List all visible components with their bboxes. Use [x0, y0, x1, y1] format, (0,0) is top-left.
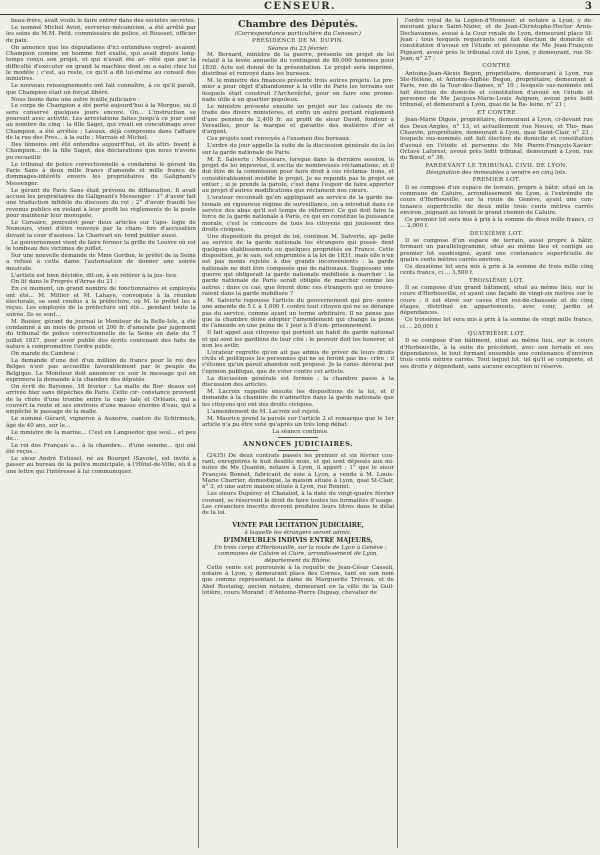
divider — [278, 437, 318, 438]
col1-paragraph: On annonce que les députations d'ici entendues regret- avaient Champion comme un homme fort exalté, qui avait depuis long-temps conçu son projet, et qui n'avait été ar- rêté que par la difficulté d'exécuter en grand la machine dont on a saisi chez lui le modèle ; c'est, au reste, ce qu'il a dit lui-même au conseil des ministres. — [6, 44, 196, 83]
col3-paragraph: l'ordre royal de la Légion-d'Honneur, et notaire à Lyon, y de- meurant place Saint-Nizier, et de Jean-Christophe-Hector Arnis-Dechavannes, avoué à la Cour royale de Lyon, demeurant place St-Jean ; tous lesquels requérants ont fait élection de domicile et constitution d'avoué en l'étude et personne de Me Jean-François Pignard, avoué près le tribunal civil de Lyon, y demeurant, rue St-Jean, n° 27 ; — [400, 18, 593, 63]
header-bar — [0, 0, 600, 15]
tribunal-line: PARDEVANT LE TRIBUNAL CIVIL DE LYON. — [425, 162, 568, 169]
designation-line: Désignation des immeubles à vendre en cinq lots. — [425, 169, 568, 176]
col1-paragraph: Nous lisons dans une autre feuille judiciaire : — [11, 96, 140, 103]
col2-paragraph: Une disposition du projet de loi, continue M. Salverte, ap- pelle au service de la garde nationale les étrangers qui possè- dent quelques établissements ou quelques propriétés en France. Cette disposition, je le sais, est empruntée à la loi de 1831, mais elle n'en est pas moins rejetée à des grands inconvénients : la garde nationale ne doit être composée que de nationaux. Supposons une guerre qui obligerait la garde nationale mobilisée à marcher : la garde nationale de Paris serait obligée de marcher comme les autres ; dans ce cas, que feront donc ces étrangers qui se trouve- raient dans la garde mobilisée ? — [202, 233, 394, 297]
col1-paragraph: La demande d'une dot d'un million de francs pour le roi des Belges n'est pas accueillie favorablement par le peuple de Belgique. Le Moniteur doit annoncer ce soir le message qui en exprimera la demande à la chambre des députés. — [6, 357, 196, 383]
lot3-price: Ce troisième lot sera mis à prix à la somme de vingt mille francs, ci ... 20,000 f. — [400, 317, 593, 330]
col2-paragraph: Ces projets sont renvoyés à l'examen des bureaux. — [207, 136, 351, 143]
col2-paragraph: M. E. Salverte : Messieurs, lorsque dans la dernière session, le projet de loi improvisé, il excita de nombreuses réclamations, et il dut être de la commission pour faire droit à ces réclama- tions, et considérablement modifié le projet. Je ne reponds pas le projet en entier ; si je prends la parole, c'est dans l'espoir de faire apporter au projet d'autres modifications que réclament nos cœurs. — [202, 156, 394, 195]
lot4-title: QUATRIÈME LOT. — [467, 330, 526, 337]
annonce-body: Cette vente est poursuivie à la requête de Jean-César Cassoli, notaire à Lyon, y demeurant place des Cornes, tant en son nom que comme représentant la dame de Marguerite Trévoux, et de Abel Rostaing, ancien notaire, demeurant en la ville de la Guil- lotière, cours Morand ; d'Antoine-Pierre Duguay, chevalier de — [202, 564, 394, 596]
col3-et-contre: ET CONTRE — [477, 109, 516, 116]
section-subheading: (Correspondance particulière du Censeur.) — [234, 31, 362, 37]
col2-paragraph: L'ordre du jour appelle la suite de la discussion générale de la loi sur la garde nationale de Paris. — [202, 143, 394, 156]
col1-paragraph: En ce moment, un grand nombre de fonctionnaires et employés ont été... M. Millier et M. Lahaye, convoqués à la réunion électorale, se sont rendus à la préfecture, où M. le préfet les a reçus. Les employés de la préfecture ont été... pendant toute la soirée. Ils se sont... — [6, 286, 196, 318]
col2-paragraph: L'amendement de M. Lacroix est rejeté. — [207, 408, 321, 415]
section-heading: Chambre des Députés. — [238, 19, 358, 30]
col1-paragraph: On mande de Cambrai : — [11, 351, 79, 358]
column-3 — [400, 18, 593, 848]
annonce-location: En trois corps d'Herbouville, sur la route de Lyon à Genève ; communes de Caluire et Cuire, arrondissement de Lyon, département du Rhône. — [214, 544, 387, 564]
col2-paragraph: La séance continue. — [272, 428, 329, 435]
lot3-title: TROISIÈME LOT. — [468, 277, 525, 284]
col1-paragraph: Le ministre de la marine... C'est en Languedoc que seul... et peu de... — [6, 429, 196, 442]
col1-paragraph: Le nommé Gérard, vigneron à Auxerre, canton de Schirmeck, âgé de 40 ans, sur le... — [6, 416, 196, 429]
col1-paragraph: Sur une nouvelle demande de Mme Gordon, le préfet de la Seine a refusé à cette dame l'autorisation de donner une soirée musicale. — [6, 252, 196, 272]
col1-paragraph: Le tribunal de police correctionnelle a condamné le gérant du Paris Sans à deux mille francs d'amende et mille francs de dommages-intérêts envers les propriétaires du Galignani's Messenger. — [6, 161, 196, 187]
col1-paragraph: Le gérant du Paris Sans était prévenu de diffamation. Il avait accusé les propriétaires du Galignani's Messenger : 1° d'avoir fait une traduction infidèle du discours du roi ; 2° d'avoir fraudé les revenus publics en violant à leur profit les règlements de la poste pour maintenir leur monopole. — [6, 187, 196, 220]
col1-paragraph: Des témoins ont été entendus aujourd'hui, et ils attri- buent à Champion... de la fille Saget, des déclarations que nous n'avons pu recueillir. — [6, 142, 196, 161]
col1-paragraph: Le gouvernement vient de faire fermer la grille du Louvre où est le tombeau des victimes de juillet. — [6, 239, 196, 252]
page-number: 3 — [585, 1, 592, 12]
divider — [278, 450, 318, 451]
lot2-price: Ce deuxième lot sera mis à prix à la somme de trois mille cinq cents francs, ci ... 3,500 f. — [400, 263, 593, 277]
col2-paragraph: Il fait appel aux citoyens qui portent un habit de garde national et qui sont les gardiens de leur cité : le pouvoir doit les honorer, et non les avilir. — [202, 330, 394, 349]
col2-paragraph: L'orateur reconnaît qu'en appliquant au service de la garde na- tionale un rigoureux régime de surveillance, on a introduit dans ce service des abus qu'il est temps de réformer. Ce qui doit faire la force de la garde nationale à Paris, ce qui en constitue la puissance morale, c'est le concours de tous les citoyens qui jouissent des droits civiques. — [202, 195, 394, 233]
annonce-title: VENTE PAR LICITATION JUDICIAIRE, — [232, 521, 364, 529]
col1-paragraph: Le Corsaire, poursuivi pour deux articles sur l'apo- logie de Nemours, vient d'être renvoyé par la cham- bre d'accusation devant la cour d'assises. Le Charivari en- tend publier aussi. — [6, 220, 196, 239]
column-rule-1 — [198, 18, 199, 848]
lot4-text: Il se compose d'un bâtiment, situé au même lieu, sur le cours d'Herbouville, à la suite du précédent, avec son terrain et ses dépendances, le tout formant ensemble une contenance d'environ trois cents mètres carrés. Tout lequel lot, tel qu'il se comporte, et ses droits y dépendant, sans aucune exception ni réserve. — [400, 338, 593, 370]
col2-paragraph: M. le ministre des finances présente trois autres projets. Le pre- mier a pour objet d'abandonner à la ville de Paris les terrains sur lesquels était construit l'Archevêché, pour en faire une prome- nade utile à un quartier populeux. — [202, 78, 394, 104]
col2-paragraph: Le ministre présente ensuite un projet sur les caisses de re- traite des divers ministères, et enfin un autre portant règlement d'une pension de 2,400 fr. au profit de sieur David, fondeur à Versailles, pour la marque et garantie des matières d'or et d'argent. — [202, 103, 394, 136]
col1-paragraph: Le roi des Français a... à la chambre... d'une somme... qui ont été reçus... — [6, 442, 196, 456]
lot1-price: Ce premier lot sera mis à prix à la somme de deux mille francs, ci ... 2,000 f. — [400, 216, 593, 230]
col2-paragraph: M. Maurice prend la parole sur l'article 2 et remarque que le 1er article n'a pu être voté qu'après un très long débat. — [202, 415, 394, 428]
col3-paragraph: Jean-Marie Digois, propriétaire, demeurant à Lyon, ci-devant rue des Deux-Angles, n° 13, et actuellement rue Neuve, et Tho- mas Chauvin, propriétaire, demeurant à Lyon, quai Saint-Clair, n° 23 ; lesquels sus-nommés ont fait élection de domicile et constitution d'avoué en l'étude et personne de Me Pierre-François-Xavier-Octave Laforest, avoué près ledit tribunal, demeurant à Lyon, rue du Bœuf, n° 36. — [400, 117, 593, 162]
col1-paragraph: On lit dans le Progrès d'Arras du 21 : — [11, 279, 117, 286]
presidency-line: PRÉSIDENCE DE M. DUPIN. — [251, 38, 345, 45]
col1-paragraph: Le corps de Champion a été porté aujourd'hui à la Morgue, où il sera conservé quelques jours encore. On... L'instruction se poursuit avec activité. Les arrestations faites jusqu'à ce jour sont au nombre de cinq : la fille Saget, qui vivait en concubinage avec Champion, a été arrêtée ; Lavaux, déjà compromis dans l'affaire de la rue des Pres... à la suite ; Marrais et Michel. — [6, 103, 196, 142]
col1-paragraph: L'artiste est bien décidée, dit-on, à en référer à la jus- tice. — [11, 272, 179, 279]
masthead-title: CENSEUR. — [263, 1, 337, 12]
column-2 — [202, 18, 394, 848]
session-date: Séance du 23 février. — [267, 45, 329, 52]
col1-paragraph: On écrit de Bayonne, 18 février : La malle de Bor- deaux est arrivée hier sans dépêches de Paris. Cette cir- constance provient de la chute d'une trombe entre la capi- tale et Orléans, qui a couvert la route et ses environs d'une masse énorme d'eau, qui a empêché le passage de la malle. — [6, 383, 196, 416]
annonces-title: ANNONCES JUDICIAIRES. — [242, 440, 354, 449]
lot3-text: Il se compose d'un grand bâtiment, situé au même lieu, sur le cours d'Herbouville, et ayant une façade de vingt-six mètres sur le cours ; il est élevé sur caves d'un rez-de-chaussée et de cinq étages, distribué en appartements, avec cour, jardin et dépendances. — [400, 284, 593, 317]
col1-paragraph: Le nommé Michel Aviot, serrurier-mécanicien, a été arrêté par les soins de M.M. Petit, commissaire de police, et Rousset, officier de paix. — [6, 24, 196, 44]
column-rule-2 — [397, 18, 398, 848]
lot2-text: Il se compose d'un espace de terrain, aussi propre à bâtir, formant un parallélogramme, situé au même lieu et contigu au premier lot susdésigné, ayant une contenance superficielle de quatre cents mètres carrés environ. — [400, 237, 593, 263]
divider — [278, 519, 318, 520]
annonce-paragraph: (2435) De deux contrats passés les premier et six février cou- rant, enregistrés le huit desdits mois, et qui sont déposés aux mi- nutes de Me Quantin, notaire à Lyon, il appert : 1° que le sieur François Bonnet, fabricant de soie à Lyon, a vendu à M. Louis-Marie Charrier, domestique, la maison située à Lyon, quai St-Clair, n° 3, et une autre maison située à Lyon, rue Bonnel. — [202, 452, 394, 491]
annonce-subtitle: à laquelle les étrangers seront admis, — [244, 529, 352, 536]
col3-paragraph: Antoine-Jean-Alexis Begon, propriétaire, demeurant à Lyon, rue Ste-Hélène, et Antoine-Alphée Begon, propriétaire, demeurant à Paris, rue de la Tour-des-Dames, n° 10 ; lesquels sus-nommés ont fait élection de domicile et constitution d'avoué en l'étude et personne de Me Jacques-Marie-Louis Avignon, avoué près ledit tribunal, et demeurant à Lyon, quai de la Ba- leine, n° 21 ; — [400, 70, 593, 109]
col3-contre: CONTRE — [482, 63, 511, 70]
lot1-text: Il se compose d'un espace de terrain, propre à bâtir, situé en la commune de Caluire, arrondissement de Lyon, à l'extrémité du cours d'Herbouville, sur la route de Genève, ayant une con- tenance superficielle de deux mille trois cents mètres carrés environ, joignant au levant le grand chemin de Caluire. — [400, 184, 593, 216]
col2-paragraph: L'orateur regrette qu'on ait pas admis de priver de leurs droits civils et politiques les personnes qui ne se feront pas ins- crire ; il s'étonne qu'un pareil abandon soit proposé. Je la consi- dérerai par l'opinion publique, que de voter contre cet article. — [202, 349, 394, 375]
col1-paragraph: beau-frère, avait voulu le faire entrer dans des sociétés secrètes. — [11, 18, 196, 24]
col1-paragraph: Le sieur André Estissel, né au Bourget (Savoie), est invité à passer au bureau de la police municipale, à l'Hôtel-de-Ville, où il a une lettre qui l'intéresse à lui communiquer. — [6, 456, 196, 475]
column-1 — [6, 18, 196, 848]
lot2-title: DEUXIÈME LOT. — [469, 230, 524, 237]
col2-paragraph: M. Bernard, ministre de la guerre, présente un projet de loi relatif à la levée annuelle du contingent de 80,000 hommes pour 1838. Acte est donné de la présentation. Le projet sera imprimé, distribué et renvoyé dans les bureaux. — [202, 52, 394, 78]
col2-paragraph: M. Lacroix rappelle ensuite les dispositions de la loi, et il demande à la chambre de n'admettre dans la garde nationale que les citoyens qui ont des droits civiques. — [202, 389, 394, 408]
col2-paragraph: La discussion générale est fermée ; la chambre passe à la discussion des articles. — [202, 375, 394, 389]
col1-paragraph: M. Boisier, gérant du journal le Moniteur de la Belle-Isle, a été condamné à un mois de prison et 200 fr. d'amende par jugement du tribunal de police correctionnelle de la Seine en date du 7 juillet 1837, pour avoir publié des écrits contenant des faits de nature à compromettre l'ordre public. — [6, 318, 196, 351]
col1-paragraph: Le nouveau renseignements ont fait connaître, à ce qu'il paraît, que Champion était un forçat libéré. — [6, 83, 196, 96]
annonce-paragraph: Les sieurs Dupérey et Chataled, à la date du vingt-quatre février courant, se réservent le droit de faire toutes les formalités d'usage. Les créanciers inscrits devront produire leurs titres dans le délai de la loi. — [202, 491, 394, 517]
col2-paragraph: M. Salverte repousse l'article du gouvernement qui pro- nonce une amende de 5 f. à 1,000 f. contre tout citoyen qui ne se dérange pas du service, comme ayant un terme arbitraire. Il ne pense pas que la chambre doive adopter l'amendement qui change la peine de l'amende en une peine de 1 jour à 5 d'em- prisonnement. — [202, 297, 394, 330]
lot1-title: PREMIER LOT. — [472, 177, 521, 184]
annonce-heading: D'IMMEUBLES INDIVIS ENTRE MAJEURS, — [223, 536, 373, 544]
